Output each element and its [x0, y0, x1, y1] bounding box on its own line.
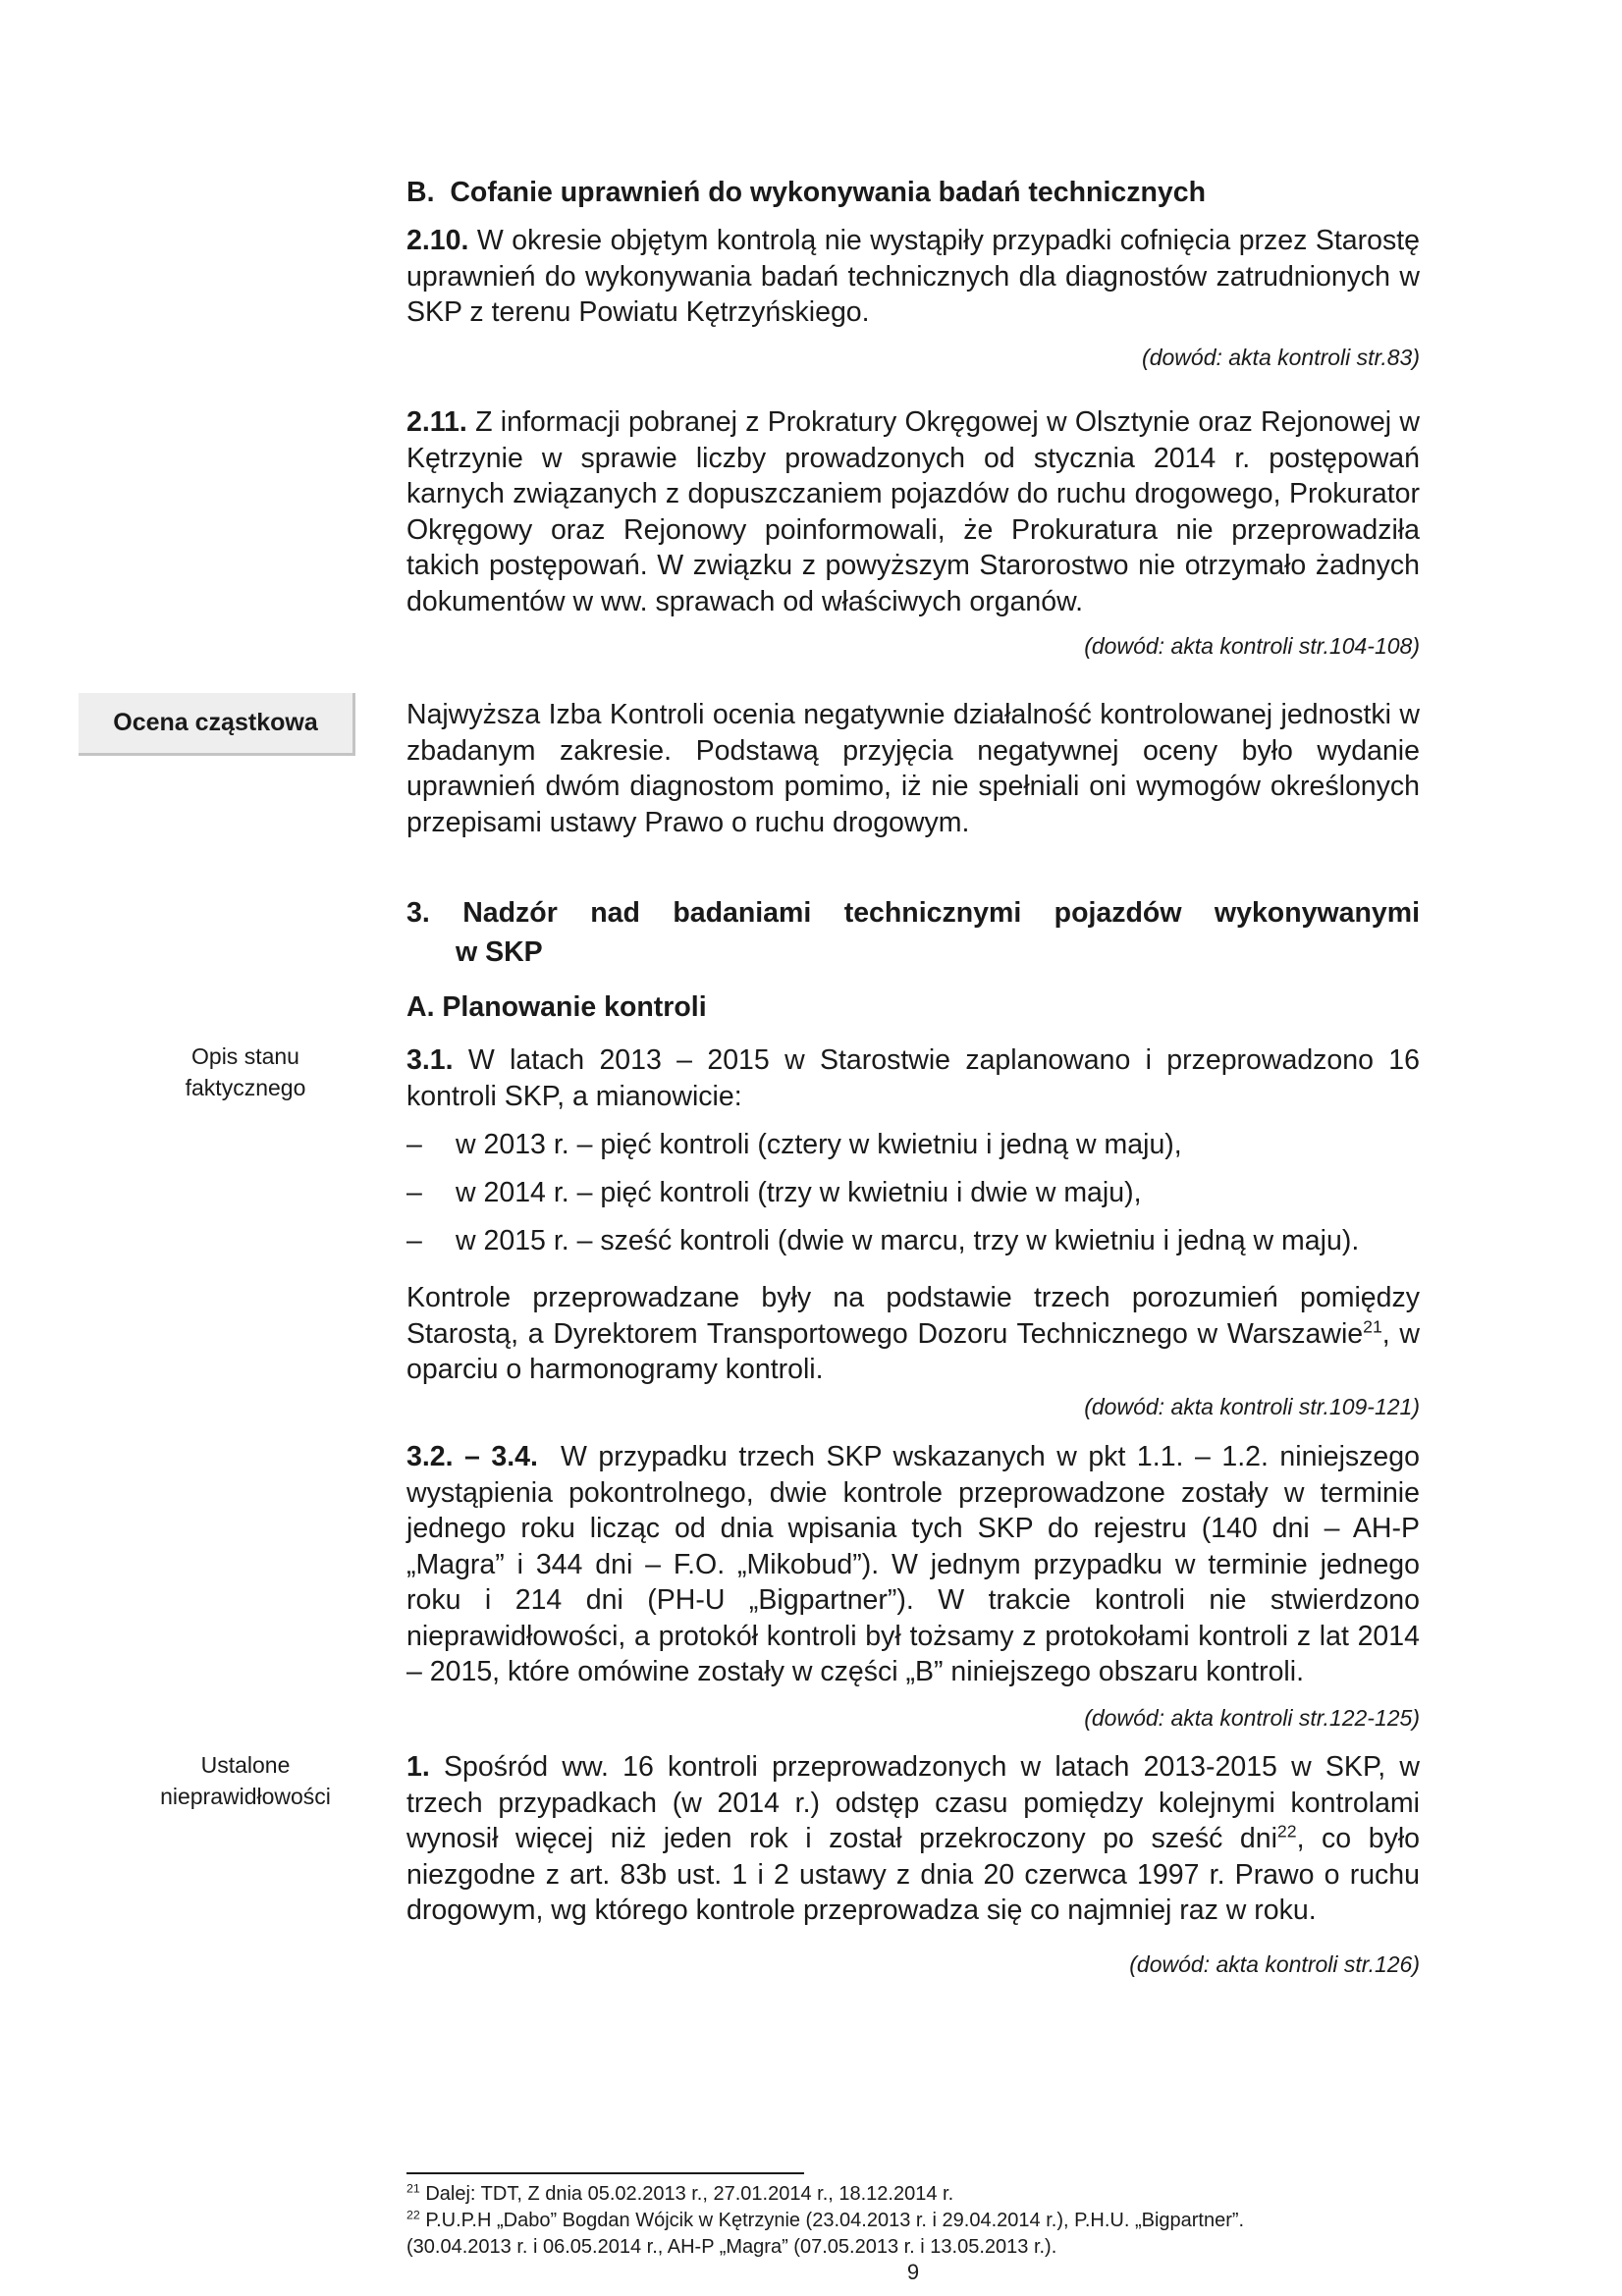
section-3-heading	[406, 893, 1420, 972]
paragraph-text: Z informacji pobranej z Prokratury Okręgowej w Olsztynie oraz Rejonowej w Kętrzynie w sprawie liczby prowadzonych od stycznia 2014 r. postępowań karnych związanych z dopuszczaniem pojazdów do ruchu drogowego, Prokurator Okręgowy oraz Rejonowy poinformowali, że Prokuratura nie przeprowadziła takich postępowań. W związku z powyższym Starorostwo nie otrzymało żadnych dokumentów w ww. sprawach od właściwych organów.	[406, 406, 1420, 617]
paragraph-text: W latach 2013 – 2015 w Starostwie zaplanowano i przeprowadzono 16 kontroli SKP, a mianowicie:	[406, 1044, 1421, 1112]
sidebar-label-line: Opis stanu	[191, 1043, 299, 1069]
footnote-separator	[406, 2172, 804, 2174]
paragraph-2-10	[406, 223, 1420, 331]
list-item-text: w 2014 r. – pięć kontroli (trzy w kwietniu i dwie w maju),	[456, 1177, 1142, 1208]
list-item-text: w 2013 r. – pięć kontroli (cztery w kwietniu i jedną w maju),	[456, 1129, 1182, 1160]
section-3-heading-line1	[406, 893, 1420, 933]
paragraph-text: Kontrole przeprowadzane były na podstawie trzech porozumień pomiędzy Starostą, a Dyrektorem Transportowego Dozoru Technicznego w Warszawie	[406, 1282, 1420, 1350]
section-3-word: badaniami	[673, 897, 812, 929]
sidebar-label-line: faktycznego	[185, 1075, 306, 1100]
list-dash: –	[406, 1129, 422, 1160]
ocena-czastkowa-badge: Ocena cząstkowa	[79, 693, 355, 756]
footnote-ref-21: 21	[1363, 1316, 1382, 1336]
section-b-prefix: B.	[406, 177, 435, 208]
sidebar-label-line: nieprawidłowości	[160, 1784, 331, 1809]
paragraph-number: 1.	[406, 1751, 430, 1783]
paragraph-text: W przypadku trzech SKP wskazanych w pkt 1.1. – 1.2. niniejszego wystąpienia pokontrolnego, dwie kontrole przeprowadzone zostały w terminie jednego roku licząc od dnia wpisania tych SKP do rejestru (140 dni – AH-P „Magra” i 344 dni – F.O. „Mikobud”). W jednym przypadku w terminie jednego roku i 214 dni (PH-U „Bigpartner”). W trakcie kontroli nie stwierdzono nieprawidłowości, a protokół kontroli był tożsamy z protokołami kontroli z lat 2014 – 2015, które omówine zostały w części „B” niniejszego obszaru kontroli.	[406, 1441, 1420, 1687]
footnote-22-continued: (30.04.2013 r. i 06.05.2014 r., AH-P „Magra” (07.05.2013 r. i 13.05.2013 r.).	[406, 2236, 1057, 2258]
section-3-word: wykonywanymi	[1214, 897, 1420, 929]
sidebar-ustalone	[128, 1749, 363, 1812]
page-number: 9	[906, 2260, 920, 2284]
evidence-note: (dowód: akta kontroli str.104-108)	[1084, 633, 1420, 659]
kontrole-paragraph	[406, 1280, 1420, 1388]
paragraph-number: 3.1.	[406, 1044, 454, 1076]
footnote-ref-22: 22	[1276, 1821, 1297, 1842]
sidebar-opis-stanu	[128, 1041, 363, 1103]
footnote-21	[406, 2181, 1420, 2208]
list-dash: –	[406, 1225, 422, 1256]
paragraph-number: 2.10.	[406, 225, 469, 256]
evidence-note: (dowód: akta kontroli str.109-121)	[1084, 1394, 1420, 1419]
ocena-paragraph: Najwyższa Izba Kontroli ocenia negatywnie działalność kontrolowanej jednostki w zbadanym zakresie. Podstawą przyjęcia negatywnej oceny było wydanie uprawnień dwóm diagnostom pomimo, iż nie spełniali oni wymogów określonych przepisami ustawy Prawo o ruchu drogowym.	[406, 699, 1420, 838]
subsection-a-heading: A. Planowanie kontroli	[406, 991, 707, 1023]
evidence-note: (dowód: akta kontroli str.83)	[1142, 345, 1420, 370]
section-b-heading	[406, 173, 1420, 212]
section-3-word: Nadzór	[462, 897, 558, 929]
footnote-number: 21	[406, 2181, 420, 2196]
section-3-heading-line2: w SKP	[456, 936, 543, 968]
evidence-note: (dowód: akta kontroli str.126)	[1129, 1951, 1420, 1977]
section-3-word: technicznymi	[843, 897, 1022, 929]
paragraph-text: Spośród ww. 16 kontroli przeprowadzonych w latach 2013-2015 w SKP, w trzech przypadkach (w 2014 r.) odstęp czasu pomiędzy kolejnymi kontrolami wynosił więcej niż jeden rok i został przekroczony po sześć dni	[406, 1751, 1420, 1854]
footnote-number: 22	[406, 2208, 420, 2222]
paragraph-text-tail: , co było niezgodne z art. 83b ust. 1 i 2 ustawy z dnia 20 czerwca 1997 r. Prawo o ruchu drogowym, wg którego kontrole przeprowadza się co najmniej raz w roku.	[406, 1823, 1420, 1926]
paragraph-text: W okresie objętym kontrolą nie wystąpiły przypadki cofnięcia przez Starostę uprawnień do wykonywania badań technicznych dla diagnostów zatrudnionych w SKP z terenu Powiatu Kętrzyńskiego.	[406, 225, 1421, 328]
paragraph-number: 2.11.	[406, 406, 467, 438]
section-3-num: 3.	[406, 897, 430, 929]
paragraph-1	[406, 1749, 1420, 1929]
evidence-note: (dowód: akta kontroli str.122-125)	[1084, 1705, 1420, 1731]
sidebar-label-line: Ustalone	[200, 1752, 291, 1778]
section-3-word: nad	[590, 897, 640, 929]
paragraph-text-tail: , w oparciu o harmonogramy kontroli.	[406, 1317, 1421, 1385]
footnote-text: Dalej: TDT, Z dnia 05.02.2013 r., 27.01.2014 r., 18.12.2014 r.	[419, 2183, 954, 2205]
list-dash: –	[406, 1177, 422, 1208]
list-item-text: w 2015 r. – sześć kontroli (dwie w marcu, trzy w kwietniu i jedną w maju).	[456, 1225, 1360, 1256]
footnote-22	[406, 2208, 1420, 2234]
paragraph-number: 3.2. – 3.4.	[406, 1441, 538, 1472]
paragraph-2-11	[406, 404, 1420, 619]
paragraph-3-1	[406, 1042, 1420, 1114]
section-b-title: Cofanie uprawnień do wykonywania badań technicznych	[450, 177, 1206, 208]
section-3-word: pojazdów	[1054, 897, 1182, 929]
paragraph-3-2-3-4	[406, 1439, 1420, 1690]
footnote-text: P.U.P.H „Dabo” Bogdan Wójcik w Kętrzynie (23.04.2013 r. i 29.04.2014 r.), P.H.U. „Bigpartner”.	[419, 2210, 1245, 2231]
